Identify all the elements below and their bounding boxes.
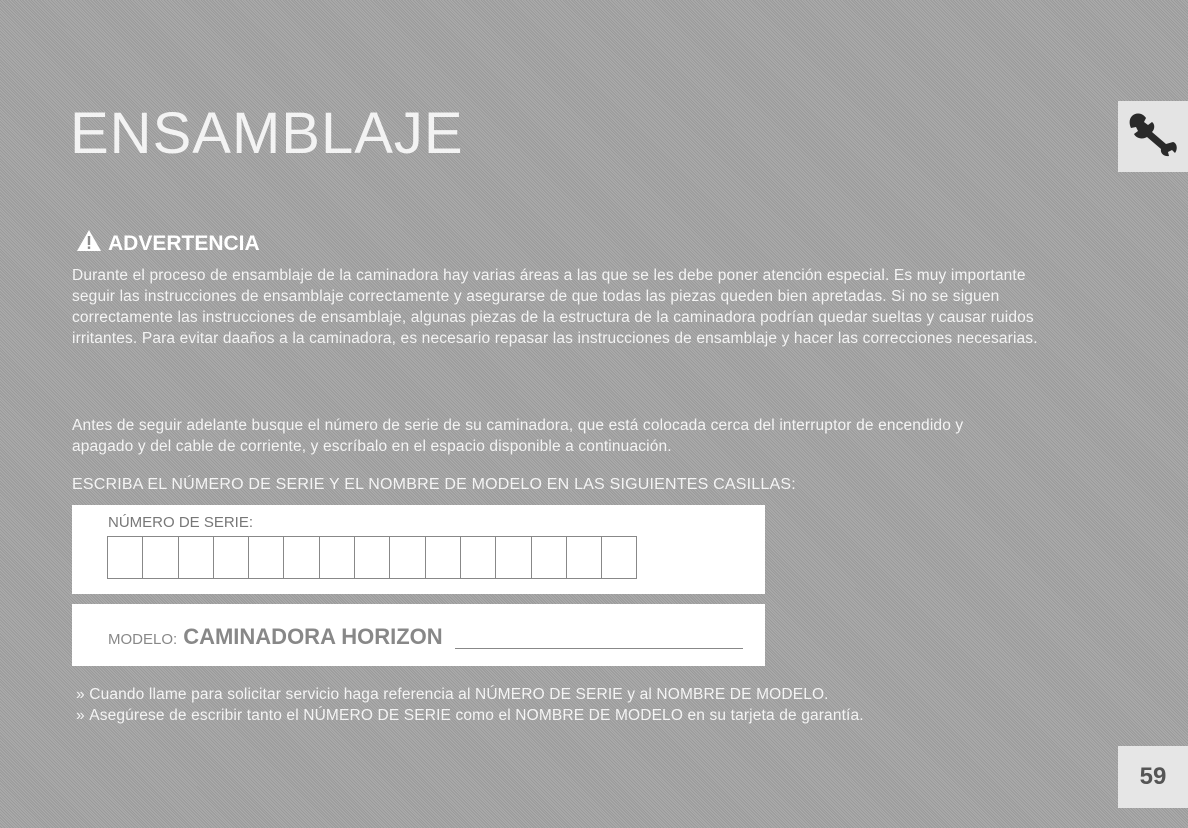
serial-number-cell[interactable]	[567, 536, 602, 579]
wrench-icon	[1126, 110, 1180, 163]
section-tab	[1118, 101, 1188, 172]
page-title: ENSAMBLAJE	[70, 101, 464, 166]
serial-number-cell[interactable]	[355, 536, 390, 579]
serial-number-cell[interactable]	[320, 536, 355, 579]
warning-heading	[76, 229, 260, 258]
warning-heading-text: ADVERTENCIA	[108, 231, 260, 255]
instruction-text: ESCRIBA EL NÚMERO DE SERIE Y EL NOMBRE DE MODELO EN LAS SIGUIENTES CASILLAS:	[72, 476, 796, 493]
serial-number-cells	[107, 536, 637, 579]
serial-number-box	[72, 505, 765, 594]
model-underline	[455, 648, 743, 649]
serial-number-cell[interactable]	[143, 536, 178, 579]
serial-number-cell[interactable]	[496, 536, 531, 579]
serial-number-cell[interactable]	[284, 536, 319, 579]
serial-number-cell[interactable]	[602, 536, 637, 579]
serial-number-cell[interactable]	[532, 536, 567, 579]
note-item: » Cuando llame para solicitar servicio haga referencia al NÚMERO DE SERIE y al NOMBRE DE MODELO.	[76, 684, 864, 705]
model-box	[72, 604, 765, 666]
serial-number-label: NÚMERO DE SERIE:	[108, 514, 254, 531]
page-number-tab	[1118, 746, 1188, 808]
serial-number-cell[interactable]	[108, 536, 143, 579]
serial-number-cell[interactable]	[214, 536, 249, 579]
warning-paragraph: Durante el proceso de ensamblaje de la caminadora hay varias áreas a las que se les debe poner atención especial. Es muy importante seguir las instrucciones de ensamblaje correctamente y asegurarse de que todas las piezas queden bien apretadas. Si no se siguen correctamente las instrucciones de ensamblaje, algunas piezas de la estructura de la caminadora podrían quedar sueltas y causar ruidos irritantes. Para evitar daaños a la caminadora, es necesario repasar las instrucciones de ensamblaje y hacer las correcciones necesarias.	[72, 267, 1038, 347]
page-number: 59	[1139, 763, 1167, 790]
model-row	[108, 624, 443, 650]
serial-number-cell[interactable]	[390, 536, 425, 579]
serial-number-cell[interactable]	[426, 536, 461, 579]
serial-number-cell[interactable]	[249, 536, 284, 579]
notes-list	[76, 684, 864, 726]
model-label: MODELO:	[108, 631, 178, 648]
model-value: CAMINADORA HORIZON	[183, 624, 443, 649]
serial-number-cell[interactable]	[179, 536, 214, 579]
note-item: » Asegúrese de escribir tanto el NÚMERO DE SERIE como el NOMBRE DE MODELO en su tarjeta de garantía.	[76, 705, 864, 726]
intro-paragraph: Antes de seguir adelante busque el número de serie de su caminadora, que está colocada cerca del interruptor de encendido y apagado y del cable de corriente, y escríbalo en el espacio disponible a continuación.	[72, 417, 964, 455]
serial-number-cell[interactable]	[461, 536, 496, 579]
warning-triangle-icon	[76, 229, 102, 258]
